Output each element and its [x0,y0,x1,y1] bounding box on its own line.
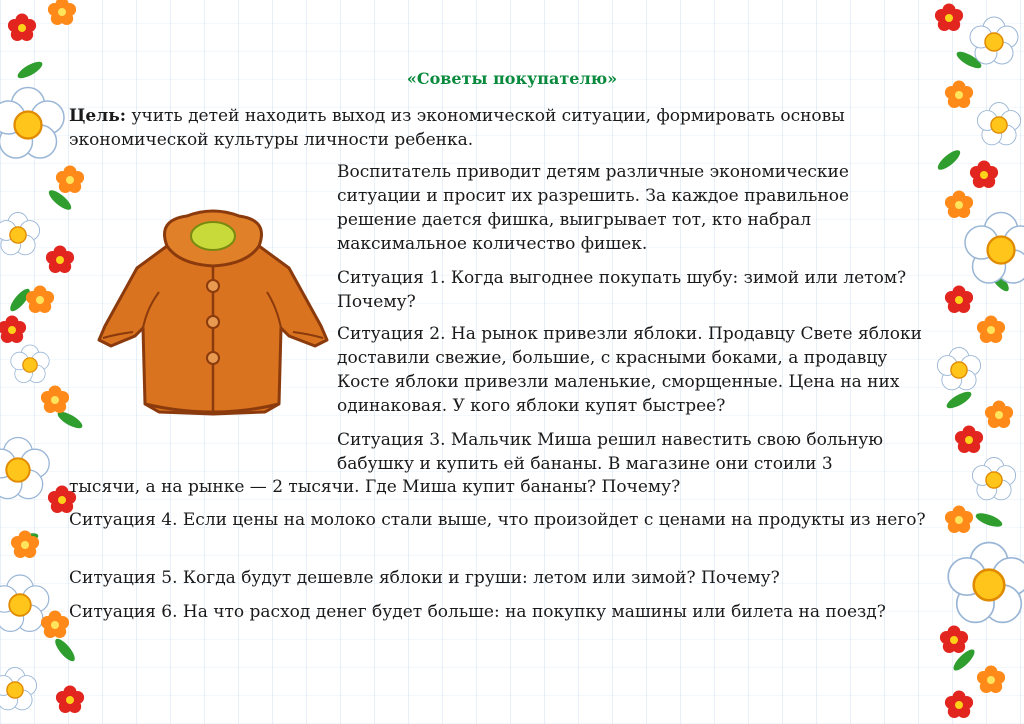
goal-paragraph [69,104,939,152]
situation-4: Ситуация 4. Если цены на молоко стали выше, что произойдет с ценами на продукты из него? [69,510,926,530]
fur-coat-illustration [97,208,329,424]
situation-6: Ситуация 6. На что расход денег будет больше: на покупку машины или билета на поезд? [69,602,886,622]
situation-2: Ситуация 2. На рынок привезли яблоки. Продавцу Свете яблоки доставили свежие, большие, с красными боками, а продавцу Косте яблоки привезли маленькие, сморщенные. Цена на них одинаковая. У кого яблоки купят быстрее? [337,324,922,416]
situation-1: Ситуация 1. Когда выгоднее покупать шубу: зимой или летом? Почему? [337,268,907,312]
page-title: «Советы покупателю» [406,69,618,88]
flower-border-right [929,0,1024,724]
situation-3-continued: тысячи, а на рынке — 2 тысячи. Где Миша купит бананы? Почему? [69,477,681,497]
intro-paragraph: Воспитатель приводит детям различные экономические ситуации и просит их разрешить. За каждое правильное решение дается фишка, выигрывает тот, кто набрал максимальное количество фишек. [337,162,850,254]
situation-3: Ситуация 3. Мальчик Миша решил навестить свою больную бабушку и купить ей бананы. В магазине они стоили 3 [337,430,884,474]
situation-5: Ситуация 5. Когда будут дешевле яблоки и груши: летом или зимой? Почему? [69,568,780,588]
goal-label: Цель: [69,106,127,126]
goal-text: учить детей находить выход из экономической ситуации, формировать основы экономической культуры личности ребенка. [69,106,845,150]
